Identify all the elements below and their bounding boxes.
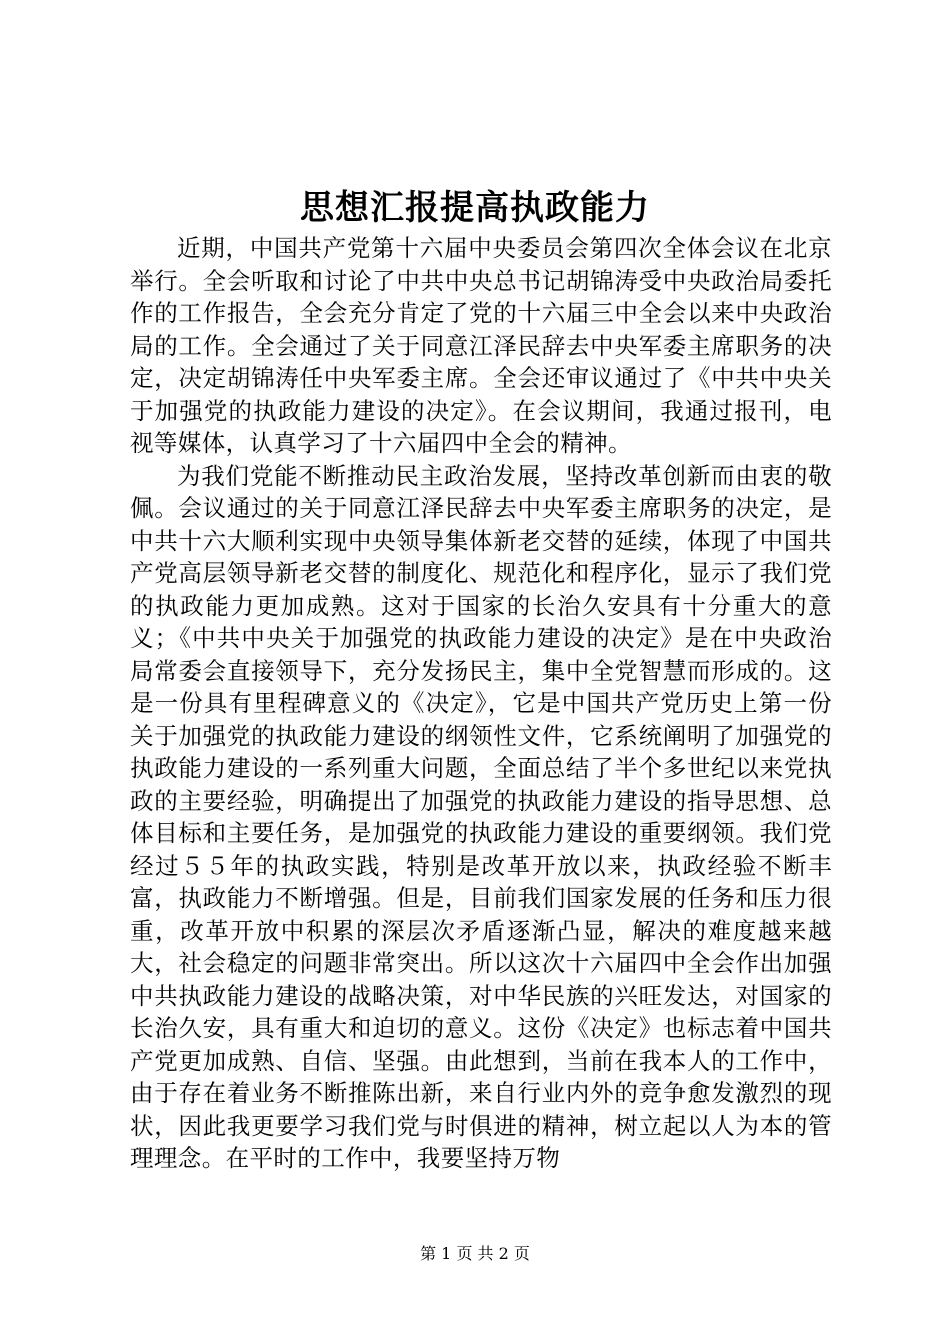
- page-number-footer: 第 1 页 共 2 页: [420, 1244, 530, 1263]
- document-title: 思想汇报提高执政能力: [300, 188, 650, 228]
- paragraph-1: 近期，中国共产党第十六届中央委员会第四次全体会议在北京举行。全会听取和讨论了中共中央总书记胡锦涛受中央政治局委托作的工作报告，全会充分肯定了党的十六届三中全会以来中央政治局的工作。全会通过了关于同意江泽民辞去中央军委主席职务的决定，决定胡锦涛任中央军委主席。全会还审议通过了《中共中央关于加强党的执政能力建设的决定》。在会议期间，我通过报刊，电视等媒体，认真学习了十六届四中全会的精神。: [130, 234, 832, 457]
- document-body: [130, 232, 832, 1175]
- paragraph-2: 为我们党能不断推动民主政治发展，坚持改革创新而由衷的敬佩。会议通过的关于同意江泽民辞去中央军委主席职务的决定，是中共十六大顺利实现中央领导集体新老交替的延续，体现了中国共产党高层领导新老交替的制度化、规范化和程序化，显示了我们党的执政能力更加成熟。这对于国家的长治久安具有十分重大的意义；《中共中央关于加强党的执政能力建设的决定》是在中央政治局常委会直接领导下，充分发扬民主，集中全党智慧而形成的。这是一份具有里程碑意义的《决定》，它是中国共产党历史上第一份关于加强党的执政能力建设的纲领性文件，它系统阐明了加强党的执政能力建设的一系列重大问题，全面总结了半个多世纪以来党执政的主要经验，明确提出了加强党的执政能力建设的指导思想、总体目标和主要任务，是加强党的执政能力建设的重要纲领。我们党经过５５年的执政实践，特别是改革开放以来，执政经验不断丰富，执政能力不断增强。但是，目前我们国家发展的任务和压力很重，改革开放中积累的深层次矛盾逐渐凸显，解决的难度越来越大，社会稳定的问题非常突出。所以这次十六届四中全会作出加强中共执政能力建设的战略决策，对中华民族的兴旺发达，对国家的长治久安，具有重大和迫切的意义。这份《决定》也标志着中国共产党更加成熟、自信、坚强。由此想到，当前在我本人的工作中，由于存在着业务不断推陈出新，来自行业内外的竞争愈发激烈的现状，因此我更要学习我们党与时俱进的精神，树立起以人为本的管理理念。在平时的工作中，我要坚持万物: [130, 461, 832, 1172]
